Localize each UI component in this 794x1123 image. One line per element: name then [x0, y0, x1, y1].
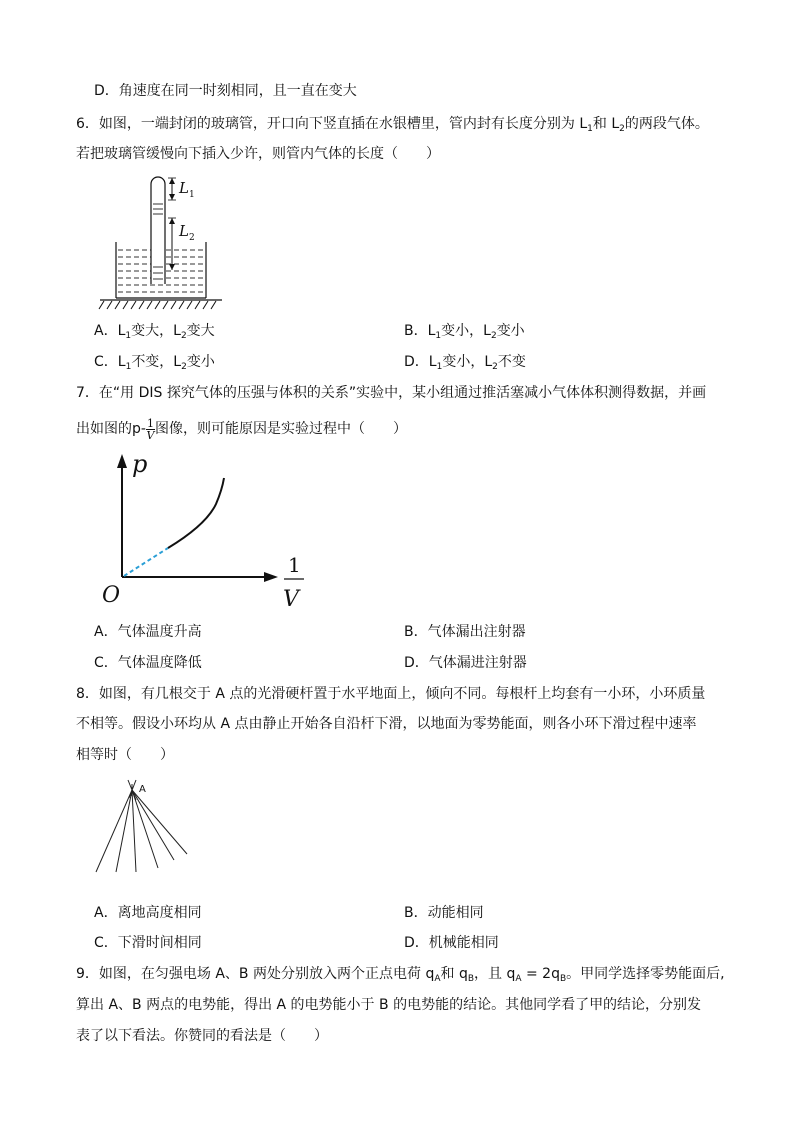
q6-label-l1: L	[179, 179, 189, 197]
q6-stem-line2: 若把玻璃管缓慢向下插入少许，则管内气体的长度（ ）	[76, 146, 440, 162]
q9-stem-line1: 9．如图，在匀强电场 A、B 两处分别放入两个正点电荷 $q_A$和 $q_B$，且 $q_A = 2q_B$。甲同学选择零势能面后,	[76, 966, 725, 984]
q6-mercury-tube-figure	[96, 170, 226, 312]
q7-axis-y-label: p	[132, 450, 148, 478]
q6-option-a[interactable]: A．$L_1$变大，$L_2$变大	[94, 323, 215, 341]
q6-option-c[interactable]: C．$L_1$不变，$L_2$变小	[94, 354, 215, 372]
q7-option-c[interactable]: C．气体温度降低	[94, 655, 202, 671]
q7-p-vs-inverse-v-graph	[98, 450, 318, 615]
q7-fraction: $\frac{1}{V}$	[146, 416, 155, 442]
q7-axis-x-numerator: 1	[288, 553, 301, 577]
svg-text:1: 1	[189, 190, 195, 200]
q8-point-a-label: A	[139, 784, 146, 795]
q7-origin-label: O	[102, 583, 121, 608]
q8-option-d[interactable]: D．机械能相同	[404, 935, 499, 951]
q8-rods-figure	[92, 778, 196, 874]
q7-stem-line2: 出如图的p- $\frac{1}{V}$ 图像，则可能原因是实验过程中（ ）	[76, 416, 407, 442]
q8-option-c[interactable]: C．下滑时间相同	[94, 935, 202, 951]
q8-stem-line3: 相等时（ ）	[76, 747, 174, 763]
q8-option-a[interactable]: A．离地高度相同	[94, 905, 202, 921]
svg-text:2: 2	[189, 233, 195, 243]
q8-option-b[interactable]: B．动能相同	[404, 905, 484, 921]
q5-option-d: D．角速度在同一时刻相同，且一直在变大	[94, 83, 357, 99]
q6-option-b[interactable]: B．$L_1$变小，$L_2$变小	[404, 323, 525, 341]
q6-option-d[interactable]: D．$L_1$变小，$L_2$不变	[404, 354, 526, 372]
q9-stem-line2: 算出 A、B 两点的电势能，得出 A 的电势能小于 B 的电势能的结论。其他同学看了甲的结论，分别发	[76, 997, 702, 1013]
q7-stem-line1: 7．在“用 DIS 探究气体的压强与体积的关系”实验中，某小组通过推活塞减小气体体积测得数据，并画	[76, 385, 707, 401]
q7-option-d[interactable]: D．气体漏进注射器	[404, 655, 527, 671]
q7-option-a[interactable]: A．气体温度升高	[94, 624, 202, 640]
q8-stem-line1: 8．如图，有几根交于 A 点的光滑硬杆置于水平地面上，倾向不同。每根杆上均套有一小环，小环质量	[76, 686, 706, 702]
q7-axis-x-denominator: V	[283, 587, 299, 612]
q6-label-l2: L	[179, 222, 189, 240]
q7-option-b[interactable]: B．气体漏出注射器	[404, 624, 526, 640]
q8-stem-line2: 不相等。假设小环均从 A 点由静止开始各自沿杆下滑，以地面为零势能面，则各小环下滑过程中速率	[76, 716, 697, 732]
q9-stem-line3: 表了以下看法。你赞同的看法是（ ）	[76, 1028, 328, 1044]
q6-stem-line1: 6．如图，一端封闭的玻璃管，开口向下竖直插在水银槽里，管内封有长度分别为 $L_1$和 $L_2$的两段气体。	[76, 116, 709, 134]
